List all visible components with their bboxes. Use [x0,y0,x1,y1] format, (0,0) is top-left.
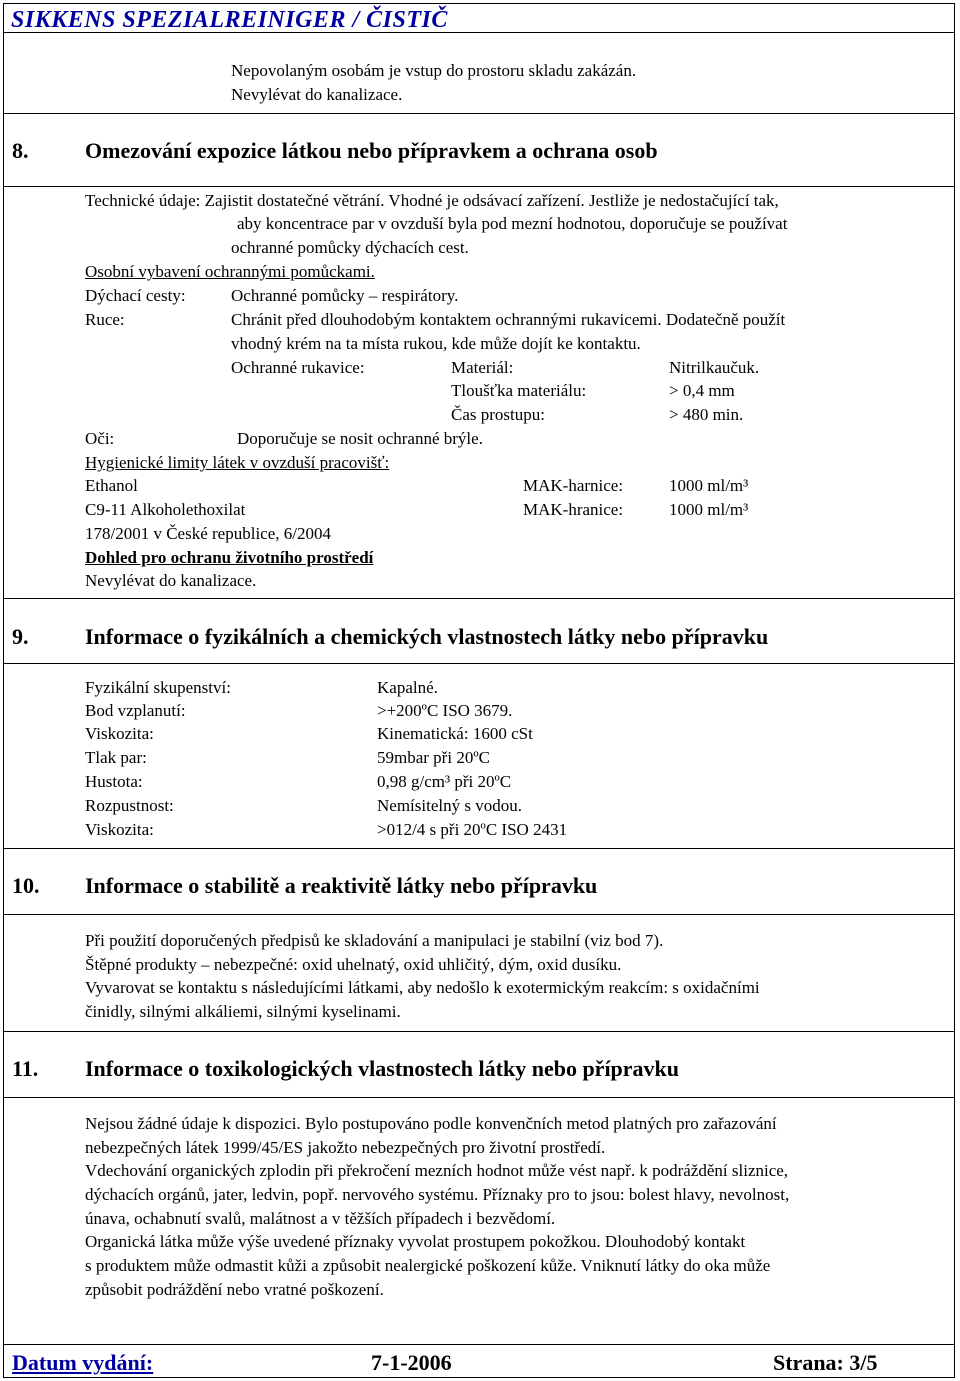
hands-value: Chránit před dlouhodobým kontaktem ochrannými rukavicemi. Dodatečně použít [231,310,786,329]
stability-line: Vyvarovat se kontaktu s následujícími látkami, aby nedošlo k exotermickým reakcím: s oxidačními [85,978,760,997]
section-9-number: 9. [12,624,29,649]
section-8-number: 8. [12,138,29,163]
toxicology-line: Organická látka může výše uvedené příznaky vyvolat prostupem pokožkou. Dlouhodobý kontakt [85,1232,746,1251]
gloves-row-value: > 0,4 mm [669,381,735,400]
eyes-value: Doporučuje se nosit ochranné brýle. [237,429,483,448]
section-divider [3,848,955,849]
limit-type: MAK-hranice: [523,500,624,519]
limit-substance: C9-11 Alkoholethoxilat [85,500,246,519]
storage-note: Nepovolaným osobám je vstup do prostoru skladu zakázán. [231,61,637,80]
section-9-title: Informace o fyzikálních a chemických vlastnostech látky nebo přípravku [85,624,769,649]
section-11-title: Informace o toxikologických vlastnostech látky nebo přípravku [85,1056,680,1081]
ppe-heading: Osobní vybavení ochrannými pomůckami. [85,262,375,281]
section-8-title: Omezování expozice látkou nebo přípravkem a ochrana osob [85,138,658,163]
drain-note: Nevylévat do kanalizace. [231,85,403,104]
document-header [3,3,955,33]
toxicology-line: s produktem může odmastit kůži a způsobit nealergické poškození kůže. Vniknutí látky do oka může [85,1256,771,1275]
technical-measures-cont: aby koncentrace par v ovzduší byla pod mezní hodnotou, doporučuje se používat [237,214,788,233]
technical-measures: Technické údaje: Zajistit dostatečné větrání. Vhodné je odsávací zařízení. Jestliže je nedostačující tak, [85,191,779,210]
toxicology-line: dýchacích orgánů, jater, ledvin, popř. nervového systému. Příznaky pro to jsou: bolest hlavy, nevolnost, [85,1185,790,1204]
frame-left-border [3,33,4,1344]
section-divider [3,1031,955,1032]
toxicology-line: Vdechování organických zplodin při překročení mezních hodnot může vést např. k podráždění sliznice, [85,1161,789,1180]
regulation-reference: 178/2001 v České republice, 6/2004 [85,524,331,543]
limit-substance: Ethanol [85,476,138,495]
gloves-row-key: Tloušťka materiálu: [451,381,587,400]
toxicology-line: Nejsou žádné údaje k dispozici. Bylo postupováno podle konvenčních metod platných pro zařazování [85,1114,777,1133]
stability-line: Štěpné produkty – nebezpečné: oxid uhelnatý, oxid uhličitý, dým, oxid dusíku. [85,955,622,974]
property-key: Bod vzplanutí: [85,701,186,720]
property-value: Kapalné. [377,678,438,697]
section-divider [3,186,955,187]
stability-line: Při použití doporučených předpisů ke skladování a manipulaci je stabilní (viz bod 7). [85,931,664,950]
issue-date: 7-1-2006 [371,1350,452,1375]
property-value: >+200ºC ISO 3679. [377,701,513,720]
property-value: >012/4 s při 20ºC ISO 2431 [377,820,568,839]
gloves-row-key: Čas prostupu: [451,405,545,424]
section-divider [3,914,955,915]
respiratory-label: Dýchací cesty: [85,286,186,305]
gloves-row-value: > 480 min. [669,405,744,424]
property-key: Rozpustnost: [85,796,174,815]
property-key: Fyzikální skupenství: [85,678,231,697]
limit-type: MAK-harnice: [523,476,624,495]
respiratory-value: Ochranné pomůcky – respirátory. [231,286,459,305]
frame-right-border [954,33,955,1344]
technical-measures-cont: ochranné pomůcky dýchacích cest. [231,238,469,257]
toxicology-line: únava, ochabnutí svalů, malátnost a v těžších případech i bezvědomí. [85,1209,556,1228]
environment-heading: Dohled pro ochranu životního prostředí [85,548,374,567]
section-divider [3,663,955,664]
hands-value-cont: vhodný krém na ta místa rukou, kde může dojít ke kontaktu. [231,334,641,353]
section-divider [3,113,955,114]
property-key: Viskozita: [85,820,154,839]
property-value: 59mbar při 20ºC [377,748,490,767]
limit-value: 1000 ml/m³ [669,500,749,519]
property-key: Hustota: [85,772,143,791]
issue-date-label: Datum vydání: [12,1350,154,1375]
toxicology-line: způsobit podráždění nebo vratné poškození. [85,1280,384,1299]
gloves-label: Ochranné rukavice: [231,358,365,377]
document-footer [3,1344,955,1378]
property-value: Nemísitelný s vodou. [377,796,522,815]
property-key: Viskozita: [85,724,154,743]
limit-value: 1000 ml/m³ [669,476,749,495]
environment-text: Nevylévat do kanalizace. [85,571,257,590]
section-11-number: 11. [12,1056,39,1081]
section-divider [3,1097,955,1098]
gloves-row-value: Nitrilkaučuk. [669,358,760,377]
toxicology-line: nebezpečných látek 1999/45/ES jakožto nebezpečných pro životní prostředí. [85,1138,606,1157]
property-value: 0,98 g/cm³ při 20ºC [377,772,512,791]
property-value: Kinematická: 1600 cSt [377,724,533,743]
section-10-title: Informace o stabilitě a reaktivitě látky nebo přípravku [85,873,598,898]
section-divider [3,598,955,599]
section-10-number: 10. [12,873,40,898]
hands-label: Ruce: [85,310,125,329]
gloves-row-key: Materiál: [451,358,514,377]
document-title: SIKKENS SPEZIALREINIGER / ČISTIČ [11,7,448,33]
stability-line: činidly, silnými alkáliemi, silnými kyselinami. [85,1002,401,1021]
eyes-label: Oči: [85,429,115,448]
page-number: Strana: 3/5 [773,1350,878,1375]
property-key: Tlak par: [85,748,147,767]
exposure-limits-heading: Hygienické limity látek v ovzduší pracovišť: [85,453,390,472]
